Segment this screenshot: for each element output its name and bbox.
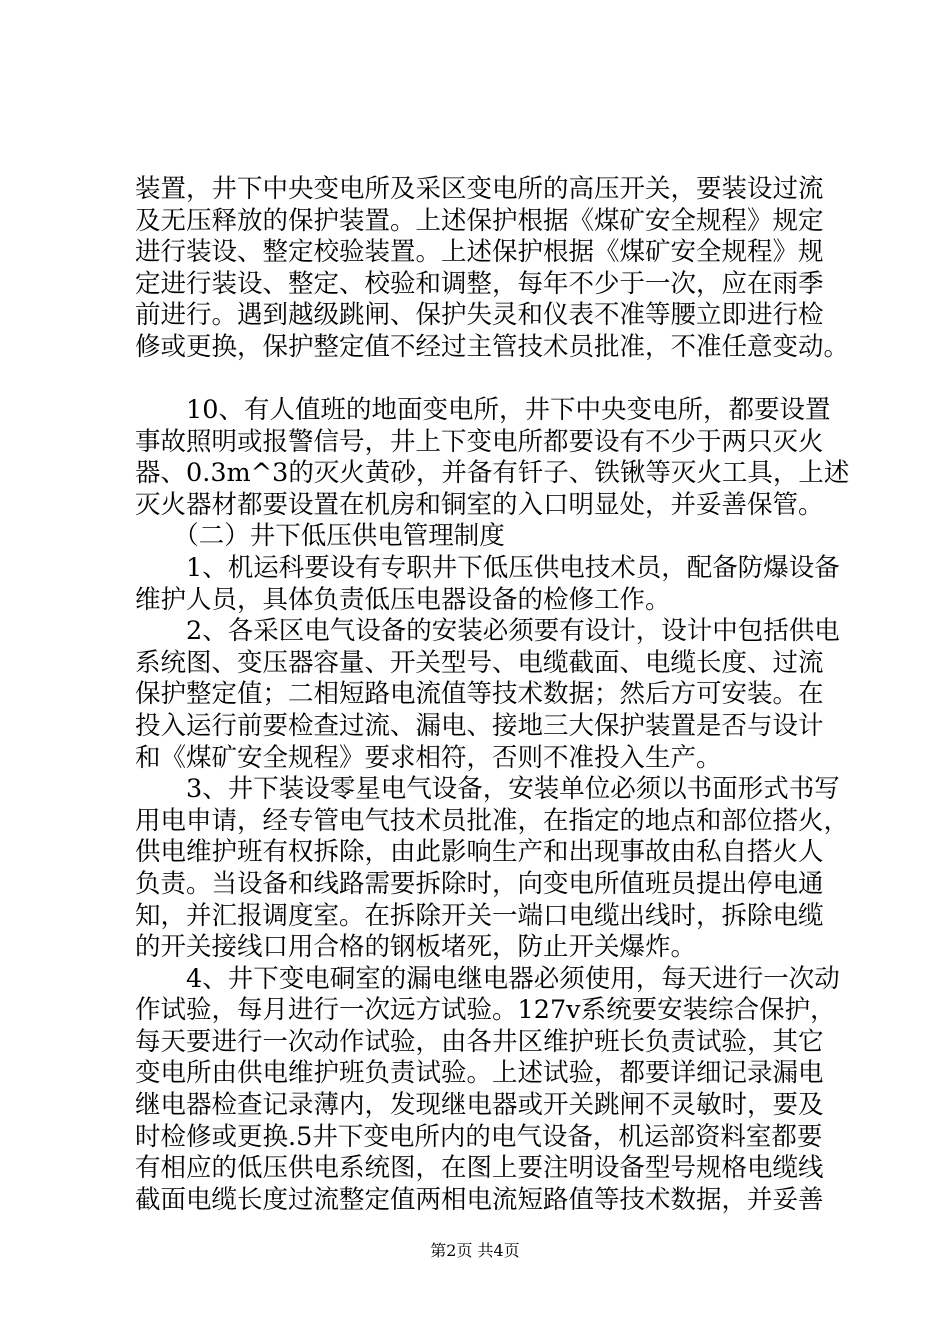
- text-line: 继电器检查记录薄内，发现继电器或开关跳闸不灵敏时，要及: [135, 1090, 824, 1121]
- text-line: 维护人员，具体负责低压电器设备的检修工作。: [135, 584, 671, 615]
- text-line: 灭火器材都要设置在机房和铜室的入口明显处，并妥善保管。: [135, 489, 824, 520]
- text-line: 前进行。遇到越级跳闸、保护失灵和仪表不准等腰立即进行检: [135, 300, 824, 331]
- text-line: 4、井下变电硐室的漏电继电器必须使用，每天进行一次动: [135, 963, 840, 994]
- text-line: 定进行装设、整定、校验和调整，每年不少于一次，应在雨季: [135, 268, 824, 299]
- text-line: 供电维护班有权拆除，由此影响生产和出现事故由私自搭火人: [135, 837, 824, 868]
- text-line: 进行装设、整定校验装置。上述保护根据《煤矿安全规程》规: [135, 237, 824, 268]
- text-line: 系统图、变压器容量、开关型号、电缆截面、电缆长度、过流: [135, 647, 824, 678]
- text-line: 知，并汇报调度室。在拆除开关一端口电缆出线时，拆除电缆: [135, 900, 824, 931]
- text-line: 的开关接线口用合格的钢板堵死，防止开关爆炸。: [135, 932, 697, 963]
- page-footer: 第2页 共4页: [430, 1241, 520, 1260]
- text-line: 和《煤矿安全规程》要求相符，否则不准投入生产。: [135, 742, 722, 773]
- text-line: 每天要进行一次动作试验，由各井区维护班长负责试验，其它: [135, 1026, 824, 1057]
- text-line: 装置，井下中央变电所及采区变电所的高压开关，要装设过流: [135, 174, 824, 204]
- text-line: 有相应的低压供电系统图，在图上要注明设备型号规格电缆线: [135, 1153, 824, 1184]
- text-line: 负责。当设备和线路需要拆除时，向变电所值班员提出停电通: [135, 868, 824, 899]
- text-line: 投入运行前要检查过流、漏电、接地三大保护装置是否与设计: [135, 710, 824, 741]
- text-line: 时检修或更换.5井下变电所内的电气设备，机运部资料室都要: [135, 1121, 823, 1152]
- paragraph-block-regulations: [135, 395, 850, 1216]
- text-line: （二）井下低压供电管理制度: [135, 521, 505, 552]
- text-line: 作试验，每月进行一次远方试验。127v系统要安装综合保护，: [135, 995, 836, 1026]
- text-line: 及无压释放的保护装置。上述保护根据《煤矿安全规程》规定: [135, 205, 824, 236]
- text-line: 修或更换，保护整定值不经过主管技术员批准，不准任意变动。: [135, 331, 850, 362]
- text-line: 变电所由供电维护班负责试验。上述试验，都要详细记录漏电: [135, 1058, 824, 1089]
- text-line: 事故照明或报警信号，井上下变电所都要设有不少于两只灭火: [135, 426, 824, 457]
- text-line: 2、各采区电气设备的安装必须要有设计，设计中包括供电: [135, 616, 840, 647]
- text-line: 保护整定值；二相短路电流值等技术数据；然后方可安装。在: [135, 679, 824, 710]
- paragraph-block-protection: [135, 174, 850, 364]
- text-line: 1、机运科要设有专职井下低压供电技术员，配备防爆设备: [135, 552, 840, 583]
- text-line: 用电申请，经专管电气技术员批准，在指定的地点和部位搭火，: [135, 805, 850, 836]
- text-line: 10、有人值班的地面变电所，井下中央变电所，都要设置: [135, 395, 831, 425]
- text-line: 器、0.3m^3的灭火黄砂，并备有钎子、铁锹等灭火工具，上述: [135, 458, 850, 489]
- text-line: 3、井下装设零星电气设备，安装单位必须以书面形式书写: [135, 774, 840, 805]
- text-line: 截面电缆长度过流整定值两相电流短路值等技术数据，并妥善: [135, 1184, 824, 1215]
